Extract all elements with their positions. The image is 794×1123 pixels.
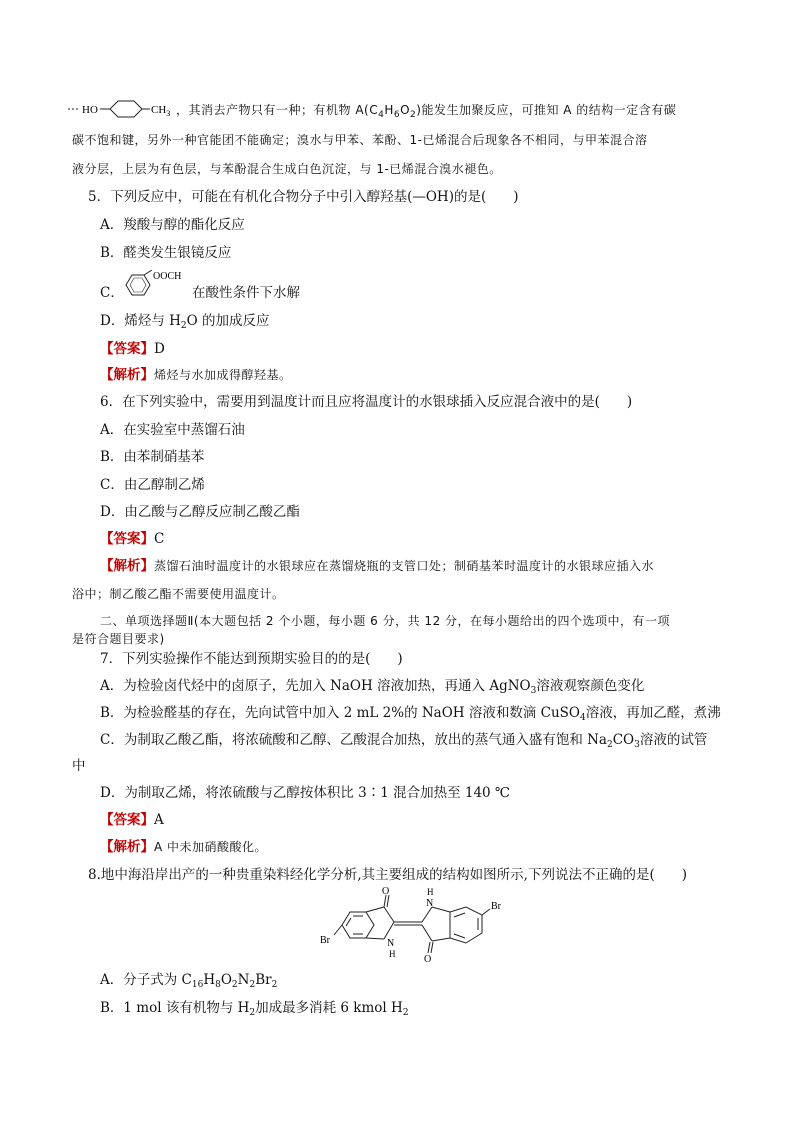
q7-option-b: B．为检验醛基的存在，先向试管中加入 2 mL 2%的 NaOH 溶液和数滴 CuSO$_4$溶液，再加乙醛，煮沸: [100, 705, 721, 723]
intro-line-3: 液分层，上层为有色层，与苯酚混合生成白色沉淀，与 1-已烯混合溴水褪色。: [72, 162, 502, 176]
q5-option-c-prefix: C．: [100, 285, 124, 301]
q5-option-a: A．羧酸与醇的酯化反应: [100, 217, 245, 233]
q7-stem: 7．下列实验操作不能达到预期实验目的的是( ): [100, 651, 403, 667]
q6-answer: 【答案】C: [100, 531, 165, 547]
q6-option-a: A．在实验室中蒸馏石油: [100, 422, 245, 438]
q8-option-b: B．1 mol 该有机物与 $H_2$加成最多消耗 6 kmol $H_2$: [100, 1000, 409, 1018]
mol-o-bottom: O: [424, 954, 432, 965]
q6-stem: 6．在下列实验中，需要用到温度计而且应将温度计的水银球插入反应混合液中的是( ): [100, 394, 633, 410]
q6-analysis-1: 【解析】蒸馏石油时温度计的水银球应在蒸馏烧瓶的支管口处；制硝基苯时温度计的水银球应插入水: [100, 558, 655, 574]
benzene-formate-structure: [120, 270, 200, 300]
mol-n-bottom: N: [387, 938, 395, 949]
q6-option-c: C．由乙醇制乙烯: [100, 477, 205, 493]
mol-br-left: Br: [320, 935, 330, 946]
q5-option-c-text: 在酸性条件下水解: [192, 285, 300, 301]
q5-answer: 【答案】D: [100, 341, 165, 357]
q6-option-d: D．由乙酸与乙醇反应制乙酸乙酯: [100, 504, 300, 520]
q7-option-c: C．为制取乙酸乙酯，将浓硫酸和乙醇、乙酸混合加热，放出的蒸气通入盛有饱和 $Na_2CO_3$溶液的试管: [100, 732, 708, 750]
intro-line-2: 碳不饱和键，另外一种官能团不能确定；溴水与甲苯、苯酚、1-已烯混合后现象各不相同，与甲苯混合溶: [72, 133, 648, 147]
indigo-dye-structure: [320, 885, 510, 965]
q8-stem: 8.地中海沿岸出产的一种贵重染料经化学分析,其主要组成的结构如图所示,下列说法不正确的是( ): [88, 867, 687, 883]
q7-option-a: A．为检验卤代烃中的卤原子，先加入 NaOH 溶液加热，再通入 AgNO$_3$溶液观察颜色变化: [100, 678, 645, 696]
ch3-label: $CH_3$: [151, 104, 171, 118]
q5-option-d: D．烯烃与 $H_2O$ 的加成反应: [100, 313, 270, 331]
q7-option-d: D．为制取乙烯，将浓硫酸与乙醇按体积比 3∶1 混合加热至 140 ℃: [100, 785, 511, 801]
section-2-heading-2: 是符合题目要求): [72, 632, 165, 646]
intro-line-1: ，其消去产物只有一种；有机物 $A(C_4H_6O_2)$能发生加聚反应，可推知 A 的结构一定含有碳: [176, 103, 677, 120]
mol-br-right: Br: [491, 901, 501, 912]
q5-analysis: 【解析】烯烃与水加成得醇羟基。: [100, 367, 292, 383]
q7-option-c-cont: 中: [72, 758, 86, 774]
q6-analysis-2: 浴中；制乙酸乙酯不需要使用温度计。: [72, 587, 285, 601]
cyclohexanol-structure: [68, 98, 178, 120]
q6-option-b: B．由苯制硝基苯: [100, 449, 205, 465]
mol-h-top: H: [427, 887, 434, 897]
q7-answer: 【答案】A: [100, 812, 164, 828]
q5-option-b: B．醛类发生银镜反应: [100, 245, 232, 261]
mol-o-top: O: [382, 886, 390, 897]
mol-h-bottom: H: [389, 949, 396, 959]
q5-stem: 5．下列反应中，可能在有机化合物分子中引入醇羟基(—OH)的是( ): [88, 189, 519, 205]
section-2-heading-1: 二、单项选择题Ⅱ(本大题包括 2 个小题，每小题 6 分，共 12 分，在每小题给出的四个选项中，有一项: [100, 614, 671, 628]
q8-option-a: A．分子式为 $C_{16}H_8O_2N_2Br_2$: [100, 972, 278, 990]
q7-analysis: 【解析】A 中未加硝酸酸化。: [100, 839, 268, 855]
ooch-label: OOCH: [153, 271, 182, 282]
mol-n-top: N: [426, 898, 434, 909]
ho-label: HO: [82, 104, 98, 116]
